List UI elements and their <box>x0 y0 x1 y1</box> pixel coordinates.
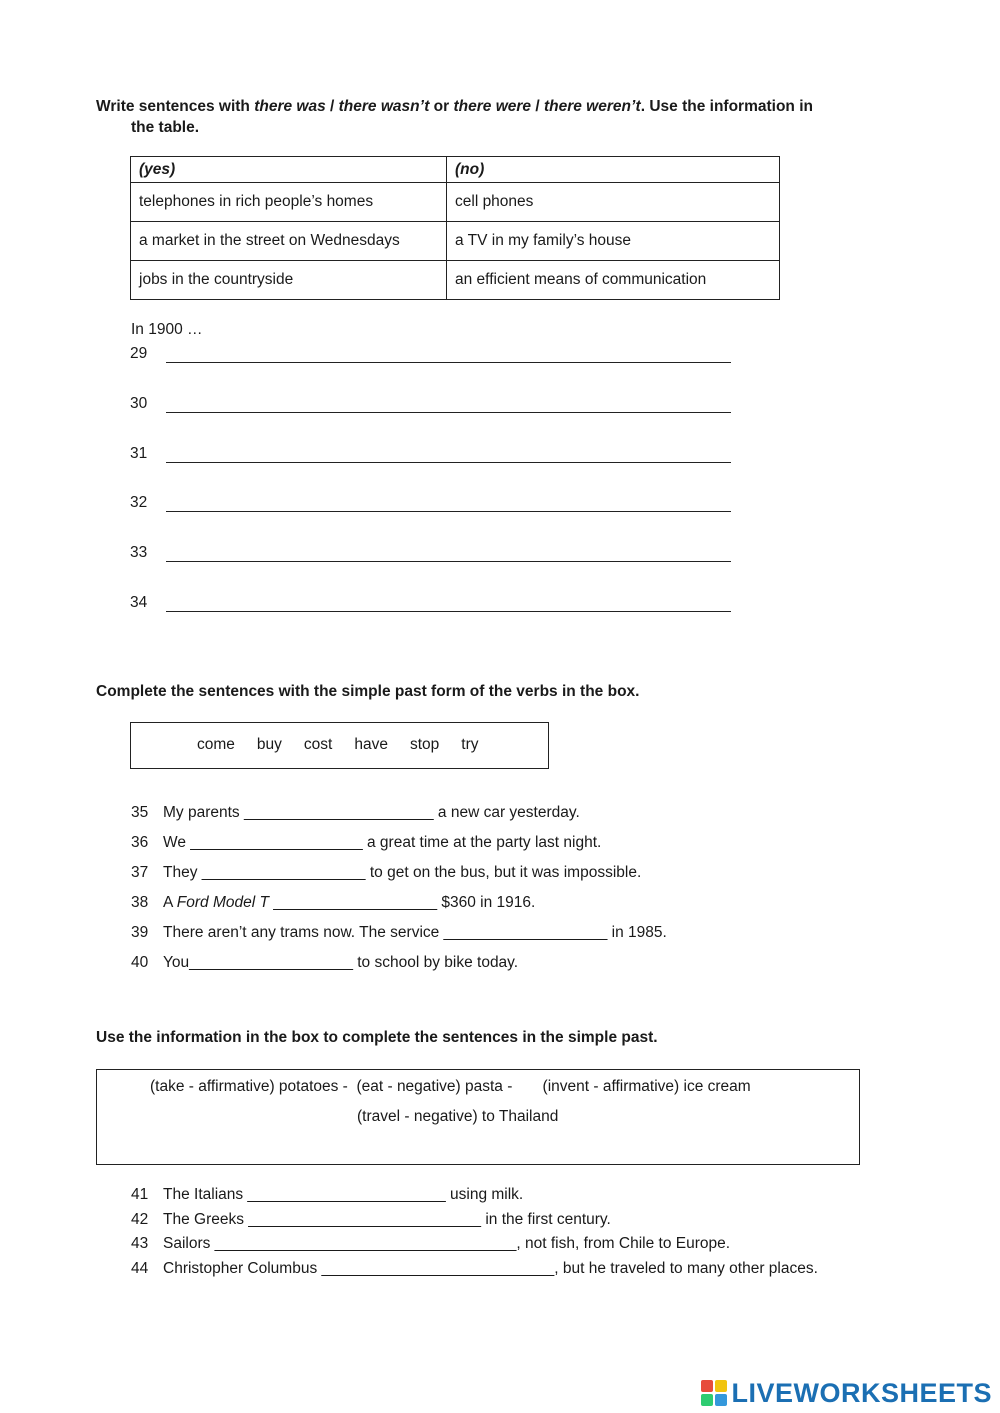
item-number-34: 34 <box>130 594 148 611</box>
verb-buy: buy <box>256 736 282 753</box>
table-row <box>131 222 780 261</box>
verb-cost: cost <box>303 736 333 753</box>
sentence-text: They ___________________ to get on the bus, but it was impossible. <box>163 864 642 881</box>
logo-mark-icon <box>701 1380 727 1406</box>
item-number-32: 32 <box>130 494 148 511</box>
sentence-38[interactable]: 38 A Ford Model T ___________________ $360 in 1916. <box>131 894 536 911</box>
answer-line-29[interactable] <box>166 362 731 363</box>
ford-model-t: Ford Model T <box>176 894 269 911</box>
info-box-line-2: (travel - negative) to Thailand <box>357 1108 559 1125</box>
table-cell: an efficient means of communication <box>447 261 780 300</box>
sentence-42[interactable] <box>131 1210 611 1230</box>
item-number: 36 <box>131 834 149 851</box>
item-number-29: 29 <box>130 345 148 362</box>
verb-have: have <box>354 736 388 753</box>
table-row <box>131 261 780 300</box>
instruction-3: Use the information in the box to complete the sentences in the simple past. <box>96 1029 658 1046</box>
item-number: 38 <box>131 894 149 911</box>
table-cell: jobs in the countryside <box>131 261 447 300</box>
sentence-text: Sailors ___________________________________, not fish, from Chile to Europe. <box>163 1235 731 1252</box>
item-number: 43 <box>131 1235 149 1252</box>
item-number: 41 <box>131 1186 149 1203</box>
table-cell: a market in the street on Wednesdays <box>131 222 447 261</box>
info-box-line-1: (take - affirmative) potatoes - (eat - negative) pasta - (invent - affirmative) ice cream <box>150 1078 751 1095</box>
sentence-text: The Italians _______________________ using milk. <box>163 1186 524 1203</box>
item-number-31: 31 <box>130 445 148 462</box>
instruction-2: Complete the sentences with the simple past form of the verbs in the box. <box>96 683 640 700</box>
sentence-36[interactable] <box>131 833 601 853</box>
verb-come: come <box>197 736 235 753</box>
item-number: 40 <box>131 954 149 971</box>
sentence-text: We ____________________ a great time at the party last night. <box>163 834 602 851</box>
item-number: 37 <box>131 864 149 881</box>
sentence-text: There aren’t any trams now. The service ___________________ in 1985. <box>163 924 667 941</box>
sentence-43[interactable] <box>131 1234 730 1254</box>
sentence-35[interactable] <box>131 803 580 823</box>
table-cell: a TV in my family’s house <box>447 222 780 261</box>
info-box <box>96 1069 860 1165</box>
verb-box <box>130 722 549 769</box>
item-number: 44 <box>131 1260 149 1277</box>
item-number-30: 30 <box>130 395 148 412</box>
answer-line-31[interactable] <box>166 462 731 463</box>
sentence-text: The Greeks ___________________________ in the first century. <box>163 1211 611 1228</box>
sentence-40[interactable] <box>131 953 518 973</box>
table-cell: cell phones <box>447 183 780 222</box>
item-number: 42 <box>131 1211 149 1228</box>
sentence-37[interactable] <box>131 863 641 883</box>
sentence-text: Christopher Columbus ___________________________, but he traveled to many other places. <box>163 1260 818 1277</box>
table-header-row <box>131 157 780 183</box>
item-number: 35 <box>131 804 149 821</box>
verb-try: try <box>461 736 479 753</box>
sentence-39[interactable] <box>131 923 667 943</box>
answer-line-33[interactable] <box>166 561 731 562</box>
answer-line-34[interactable] <box>166 611 731 612</box>
sentence-44[interactable] <box>131 1259 818 1279</box>
info-table <box>130 156 780 300</box>
item-number: 39 <box>131 924 149 941</box>
intro-in-1900: In 1900 … <box>131 321 203 338</box>
liveworksheets-logo[interactable] <box>701 1378 992 1408</box>
sentence-text: My parents ______________________ a new car yesterday. <box>163 804 580 821</box>
item-number-33: 33 <box>130 544 148 561</box>
table-row <box>131 183 780 222</box>
sentence-41[interactable] <box>131 1185 523 1205</box>
answer-line-30[interactable] <box>166 412 731 413</box>
sentence-text: You___________________ to school by bike today. <box>163 954 519 971</box>
table-header-yes: (yes) <box>131 157 447 183</box>
table-cell: telephones in rich people’s homes <box>131 183 447 222</box>
logo-text: LIVEWORKSHEETS <box>731 1377 992 1408</box>
answer-line-32[interactable] <box>166 511 731 512</box>
table-header-no: (no) <box>447 157 780 183</box>
verb-stop: stop <box>409 736 440 753</box>
instruction-1: Write sentences with there was / there wasn’t or there were / there weren’t. Use the information in the table. <box>96 98 813 136</box>
